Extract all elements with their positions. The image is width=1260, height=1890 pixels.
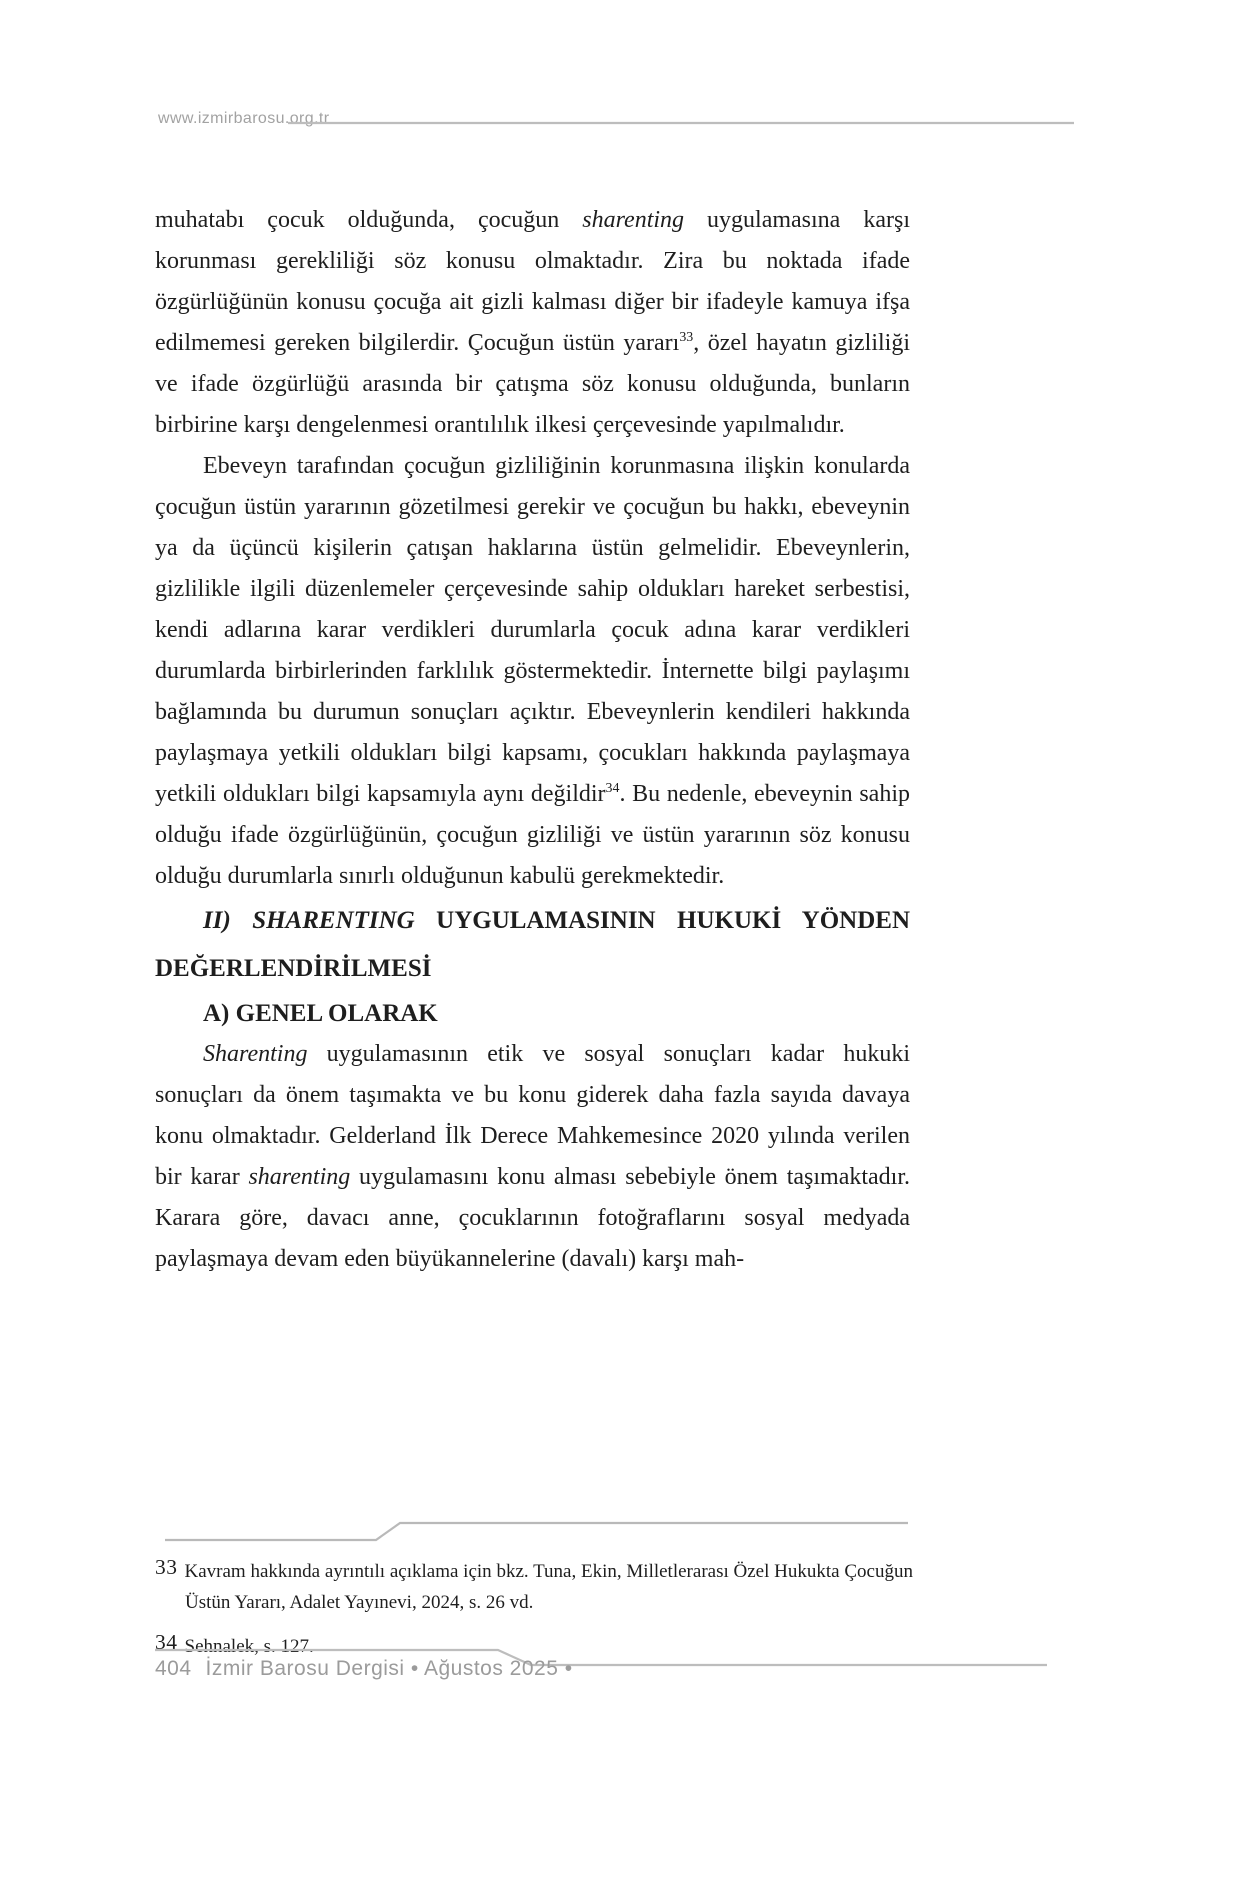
body-text: uygulamasının etik ve sosyal sonuçları kadar hukuki sonuçları da önem taşımakta ve bu konu giderek daha fazla sayıda davaya konu olmaktadır. Gelderland İlk Derece Mahkemesince 2020 yılında verilen bir karar [155,1041,910,1190]
body-text: . Bu nedenle, ebeveynin sahip olduğu ifade özgürlüğünün, çocuğun gizliliği ve üstün yararının söz konusu olduğu durumlarla sınırlı olduğunun kabulü gerekmektedir. [155,781,911,889]
page-number: 404 [155,1657,192,1680]
body-text: , özel hayatın gizliliği ve ifade özgürlüğü arasında bir çatışma söz konusu olduğunda, bunların birbirine karşı dengelenmesi orantılılık ilkesi çerçevesinde yapılmalıdır. [155,330,910,438]
journal-title: İzmir Barosu Dergisi • Ağustos 2025 • [205,1657,573,1680]
footnote-ref-34: 34 [605,781,620,796]
section-heading-italic-part: II) SHARENTING [203,907,415,934]
footnote-separator-rule [160,1518,915,1546]
footnote-text: Kavram hakkında ayrıntılı açıklama için bkz. Tuna, Ekin, Milletlerarası Özel Hukukta Çocuğun Üstün Yararı, Adalet Yayınevi, 2024, s. 26 vd. [184,1561,913,1613]
italic-term-sharenting: Sharenting [203,1041,308,1067]
footnote-number: 34 [155,1630,178,1654]
body-text: muhatabı çocuk olduğunda, çocuğun [155,207,583,233]
article-body [155,200,910,1280]
footnote-text: Sehnalek, s. 127. [184,1636,314,1657]
section-heading-rest: UYGULAMASININ HUKUKİ YÖNDEN DEĞERLENDİRİLMESİ [155,907,910,982]
italic-term-sharenting: sharenting [582,207,685,233]
website-url: www.izmirbarosu.org.tr [158,110,330,127]
subsection-heading: A) GENEL OLARAK [203,1000,438,1027]
footnote-ref-33: 33 [679,330,694,345]
body-text: Ebeveyn tarafından çocuğun gizliliğinin korunmasına ilişkin konularda çocuğun üstün yararının gözetilmesi gerekir ve çocuğun bu hakkı, ebeveynin ya da üçüncü kişilerin çatışan haklarına üstün gelmelidir. Ebeveynlerin, gizlilikle ilgili düzenlemeler çerçevesinde sahip oldukları hareket serbestisi, kendi adlarına karar verdikleri durumlarla çocuk adına karar verdikleri durumlarda birbirlerinden farklılık göstermektedir. İnternette bilgi paylaşımı bağlamında bu durumun sonuçları açıktır. Ebeveynlerin kendileri hakkında paylaşmaya yetkili oldukları bilgi kapsamı, çocukları hakkında paylaşmaya yetkili oldukları bilgi kapsamıyla aynı değildir [155,453,910,807]
paragraph-continuation [155,200,910,446]
paragraph [155,1034,910,1280]
footnote-item [155,1552,913,1618]
body-text: uygulamasına karşı korunması gerekliliği söz konusu olmaktadır. Zira bu noktada ifade özgürlüğünün konusu çocuğa ait gizli kalması diğer bir ifadeyle kamuya ifşa edilmemesi gereken bilgilerdir. Çocuğun üstün yararı [155,207,910,356]
paragraph [155,446,910,897]
italic-term-sharenting: sharenting [248,1164,351,1190]
section-heading [155,897,910,993]
footnote-number: 33 [155,1555,178,1579]
page-footer [155,1657,1055,1681]
header-rule [288,120,1078,126]
body-text: uygulamasını konu alması sebebiyle önem taşımaktadır. Karara göre, davacı anne, çocuklarının fotoğraflarını sosyal medyada paylaşmaya devam eden büyükannelerine (davalı) karşı mah- [155,1164,910,1272]
